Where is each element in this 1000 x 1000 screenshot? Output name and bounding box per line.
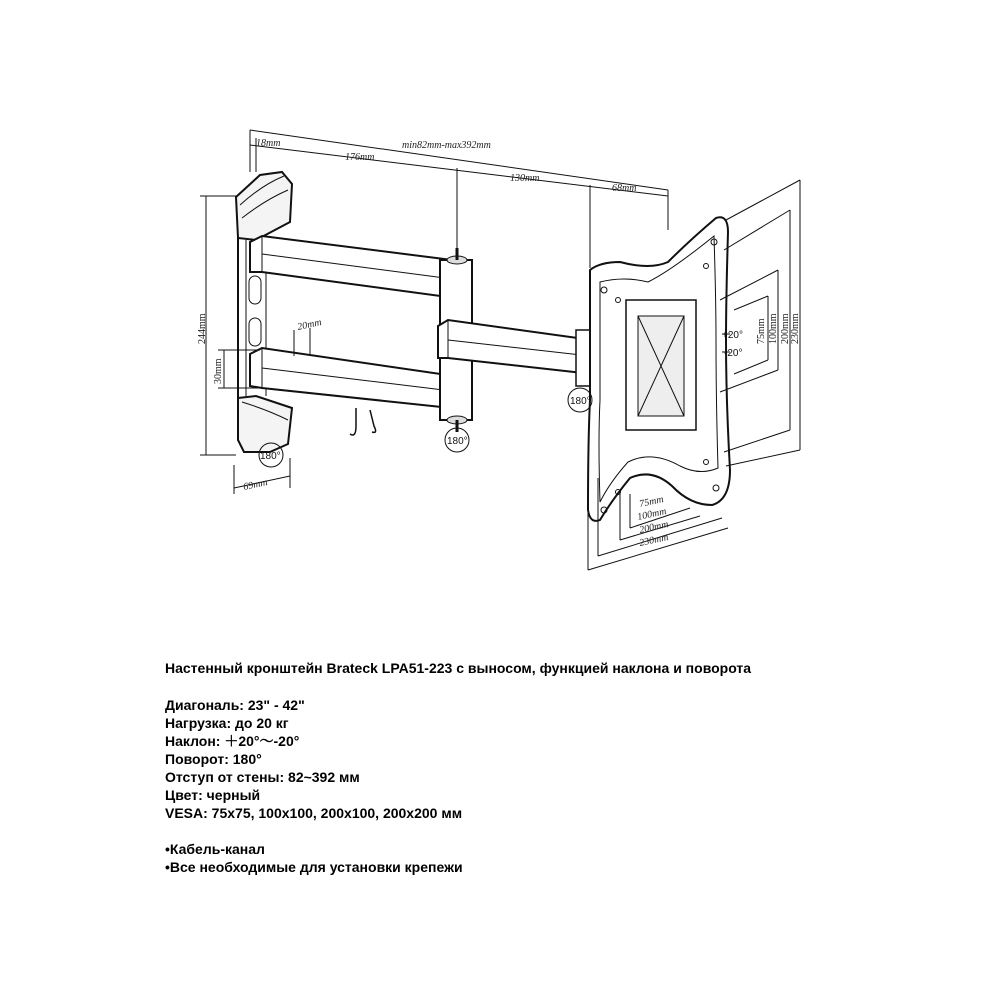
spec-vesa: VESA: 75x75, 100x100, 200x100, 200x200 мм <box>165 805 463 821</box>
tilt-down-label: -20° <box>724 348 743 359</box>
dim-130mm: 130mm <box>510 173 540 184</box>
product-description <box>165 659 965 876</box>
vesa-h-200: 200mm <box>638 519 670 536</box>
rotation-wall-label: 180° <box>260 451 281 462</box>
vesa-h-75: 75mm <box>638 494 665 510</box>
dim-244mm: 244mm <box>197 313 208 344</box>
vesa-v-200: 200mm <box>780 313 791 344</box>
vesa-v-230: 230mm <box>790 313 801 344</box>
dim-30mm: 30mm <box>213 358 224 384</box>
spec-load: Нагрузка: до 20 кг <box>165 715 289 731</box>
vesa-v-100: 100mm <box>768 313 779 344</box>
dim-176mm: 176mm <box>345 152 375 163</box>
rotation-head-label: 180° <box>570 396 591 407</box>
dim-20mm: 20mm <box>296 317 323 333</box>
feature-mounting-hardware: •Все необходимые для установки крепежи <box>165 859 463 875</box>
vesa-h-230: 230mm <box>638 532 670 549</box>
vesa-v-75: 75mm <box>756 318 767 344</box>
tilt-up-label: +20° <box>722 330 743 341</box>
vesa-h-100: 100mm <box>636 506 668 523</box>
product-title: Настенный кронштейн Brateck LPA51-223 с выносом, функцией наклона и поворота <box>165 660 752 676</box>
dim-68mm: 68mm <box>612 183 637 194</box>
spec-color: Цвет: черный <box>165 787 261 803</box>
feature-cable-channel: •Кабель-канал <box>165 841 265 857</box>
rotation-middle-label: 180° <box>447 436 468 447</box>
spec-tilt: Наклон: ＋20°～-20° <box>165 733 300 749</box>
spec-rotation: Поворот: 180° <box>165 751 262 767</box>
dim-69mm: 69mm <box>242 477 269 493</box>
dim-18mm: 18mm <box>256 138 281 149</box>
dim-span: min82mm-max392mm <box>402 140 491 151</box>
spec-diagonal: Диагональ: 23" - 42" <box>165 697 305 713</box>
spec-wall-offset: Отступ от стены: 82~392 мм <box>165 769 360 785</box>
